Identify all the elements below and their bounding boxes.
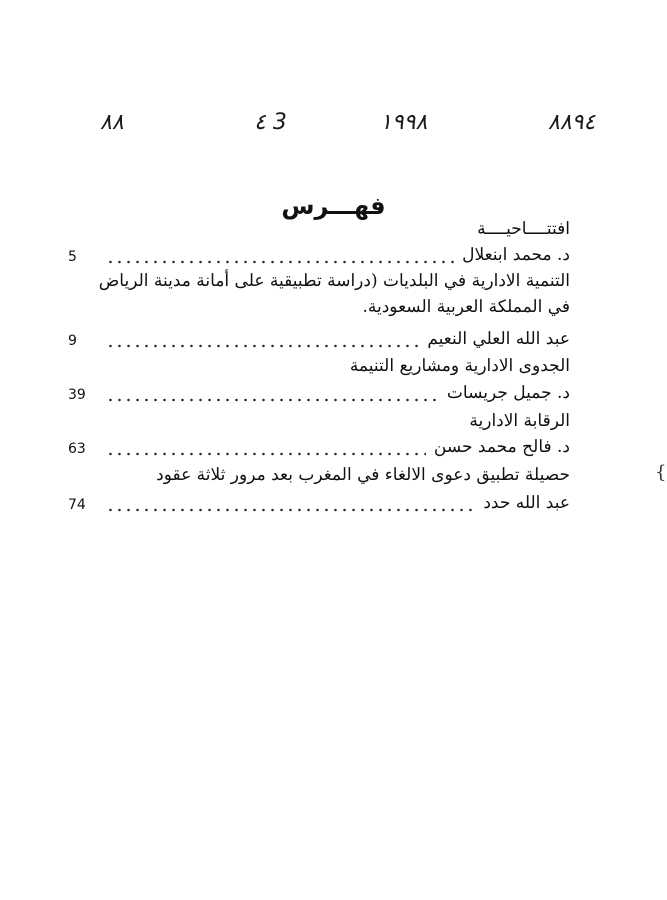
page-number: 5 bbox=[68, 249, 77, 265]
margin-bracket-mark: { bbox=[655, 462, 667, 483]
author-name: عبد الله العلي النعيم bbox=[427, 329, 570, 349]
dot-leader bbox=[106, 385, 439, 403]
dot-leader bbox=[106, 247, 454, 265]
page-title: فهـــرس bbox=[281, 192, 386, 220]
page-number: 63 bbox=[68, 441, 86, 457]
dot-leader bbox=[106, 439, 426, 457]
section-title: الجدوى الادارية ومشاريع التنيمة bbox=[349, 356, 570, 376]
toc-entry bbox=[68, 380, 570, 406]
section-title: حصيلة تطبيق دعوى الالغاء في المغرب بعد مرور ثلاثة عقود bbox=[156, 465, 570, 485]
page-number: 39 bbox=[68, 387, 86, 403]
handwritten-mark: ٨٨٩٤ bbox=[548, 110, 596, 135]
author-name: عبد الله حدد bbox=[483, 493, 570, 513]
dot-leader bbox=[106, 331, 419, 349]
author-name: د. جميل جريسات bbox=[446, 383, 570, 403]
toc-entry bbox=[68, 242, 570, 268]
dot-leader bbox=[106, 495, 475, 513]
handwritten-mark: ١٩٩٨ bbox=[380, 110, 428, 135]
toc-entry bbox=[68, 434, 570, 460]
section-title: افتتــــاحيــــة bbox=[477, 219, 570, 239]
handwritten-mark: ٤ 3 bbox=[254, 110, 287, 135]
page-number: 74 bbox=[68, 497, 86, 513]
section-title: التنمية الادارية في البلديات (دراسة تطبيقية على أمانة مدينة الرياض في المملكة العربية السعودية. bbox=[98, 271, 570, 317]
author-name: د. محمد ابنعلال bbox=[462, 245, 570, 265]
toc-entry bbox=[68, 326, 570, 352]
toc-entry bbox=[68, 490, 570, 516]
page-number: 9 bbox=[68, 333, 77, 349]
section-title: الرقابة الادارية bbox=[469, 411, 570, 431]
handwritten-mark: ٨٨ bbox=[100, 110, 124, 135]
author-name: د. فالح محمد حسن bbox=[433, 437, 570, 457]
